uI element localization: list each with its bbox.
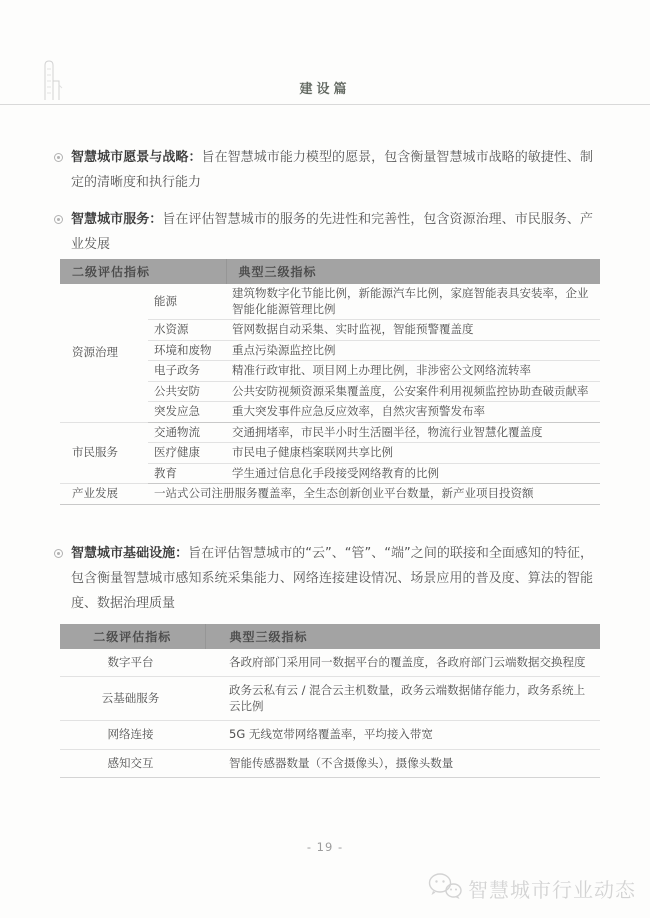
table-row <box>60 677 600 721</box>
indicator-name-cell: 云基础服务 <box>60 677 205 721</box>
infrastructure-indicator-table <box>60 624 600 779</box>
indicator-desc-cell: 交通拥堵率，市民半小时生活圈半径，物流行业智慧化覆盖度 <box>226 422 600 443</box>
column-header-secondary-indicator: 二级评估指标 <box>60 624 205 649</box>
indicator-desc-cell: 一站式公司注册服务覆盖率，全生态创新创业平台数量，新产业项目投资额 <box>148 484 600 505</box>
sub-indicator-cell: 突发应急 <box>148 402 226 423</box>
group-cell-resource-governance: 资源治理 <box>60 284 148 422</box>
indicator-desc-cell: 重大突发事件应急反应效率，自然灾害预警发布率 <box>226 402 600 423</box>
sub-indicator-cell: 交通物流 <box>148 422 226 443</box>
bullet-item-vision-strategy <box>57 145 593 195</box>
table-row <box>60 649 600 677</box>
sub-indicator-cell: 能源 <box>148 284 226 320</box>
bullet-paragraph <box>71 207 593 257</box>
table-row <box>60 484 600 505</box>
table-row <box>60 721 600 750</box>
indicator-name-cell: 网络连接 <box>60 721 205 750</box>
indicator-desc-cell: 5G 无线宽带网络覆盖率，平均接入带宽 <box>205 721 600 750</box>
bullet-body: 旨在评估智慧城市的“云”、“管”、“端”之间的联接和全面感知的特征，包含衡量智慧城市感知系统采集能力、网络连接建设情况、场景应用的普及度、算法的智能度、数据治理质量 <box>71 545 593 611</box>
column-header-secondary-indicator: 二级评估指标 <box>60 259 226 284</box>
watermark <box>427 872 636 905</box>
watermark-text: 智慧城市行业动态 <box>468 878 636 902</box>
sub-indicator-cell: 教育 <box>148 463 226 484</box>
indicator-desc-cell: 学生通过信息化手段接受网络教育的比例 <box>226 463 600 484</box>
indicator-desc-cell: 重点污染源监控比例 <box>226 340 600 361</box>
indicator-desc-cell: 建筑物数字化节能比例，新能源汽车比例，家庭智能表具安装率，企业智能化能源管理比例 <box>226 284 600 320</box>
bullseye-bullet-icon <box>54 549 63 558</box>
bullet-body: 旨在评估智慧城市的服务的先进性和完善性，包含资源治理、市民服务、产业发展 <box>71 212 593 252</box>
chapter-title: 建设篇 <box>299 82 351 97</box>
page-header <box>0 0 650 105</box>
indicator-name-cell: 数字平台 <box>60 649 205 677</box>
sub-indicator-cell: 公共安防 <box>148 381 226 402</box>
indicator-desc-cell: 市民电子健康档案联网共享比例 <box>226 443 600 464</box>
services-indicator-table <box>60 259 600 505</box>
bullet-item-infrastructure <box>57 541 593 616</box>
bullet-title: 智慧城市愿景与战略： <box>71 150 202 165</box>
sub-indicator-cell: 水资源 <box>148 320 226 341</box>
indicator-desc-cell: 公共安防视频资源采集覆盖度，公安案件利用视频监控协助查破贡献率 <box>226 381 600 402</box>
group-cell-citizen-services: 市民服务 <box>60 422 148 484</box>
main-content <box>0 105 650 778</box>
indicator-desc-cell: 精准行政审批、项目网上办理比例，非涉密公文网络流转率 <box>226 361 600 382</box>
bullet-title: 智慧城市基础设施： <box>71 545 189 561</box>
table-row <box>60 422 600 443</box>
indicator-desc-cell: 政务云私有云 / 混合云主机数量，政务云端数据储存能力，政务系统上云比例 <box>205 677 600 721</box>
bullseye-bullet-icon <box>54 153 63 162</box>
table-row <box>60 284 600 320</box>
sub-indicator-cell: 环境和废物 <box>148 340 226 361</box>
page-number: - 19 - <box>306 840 344 854</box>
bullseye-bullet-icon <box>54 215 63 224</box>
bullet-item-services <box>57 207 593 257</box>
bullet-body: 旨在智慧城市能力模型的愿景，包含衡量智慧城市战略的敏捷性、制定的清晰度和执行能力 <box>71 150 593 190</box>
bullet-title: 智慧城市服务： <box>71 212 163 227</box>
indicator-name-cell: 感知交互 <box>60 749 205 778</box>
bullet-paragraph <box>71 145 593 195</box>
bullet-paragraph <box>71 541 593 616</box>
indicator-desc-cell: 管网数据自动采集、实时监视，智能预警覆盖度 <box>226 320 600 341</box>
sub-indicator-cell: 医疗健康 <box>148 443 226 464</box>
wechat-icon <box>427 872 463 905</box>
indicator-desc-cell: 智能传感器数量（不含摄像头），摄像头数量 <box>205 749 600 778</box>
table-header-row <box>60 624 600 649</box>
column-header-tertiary-indicator: 典型三级指标 <box>205 624 600 649</box>
column-header-tertiary-indicator: 典型三级指标 <box>226 259 600 284</box>
table-header-row <box>60 259 600 284</box>
sub-indicator-cell: 电子政务 <box>148 361 226 382</box>
indicator-desc-cell: 各政府部门采用同一数据平台的覆盖度，各政府部门云端数据交换程度 <box>205 649 600 677</box>
group-cell-industry-development: 产业发展 <box>60 484 148 505</box>
table-row <box>60 749 600 778</box>
